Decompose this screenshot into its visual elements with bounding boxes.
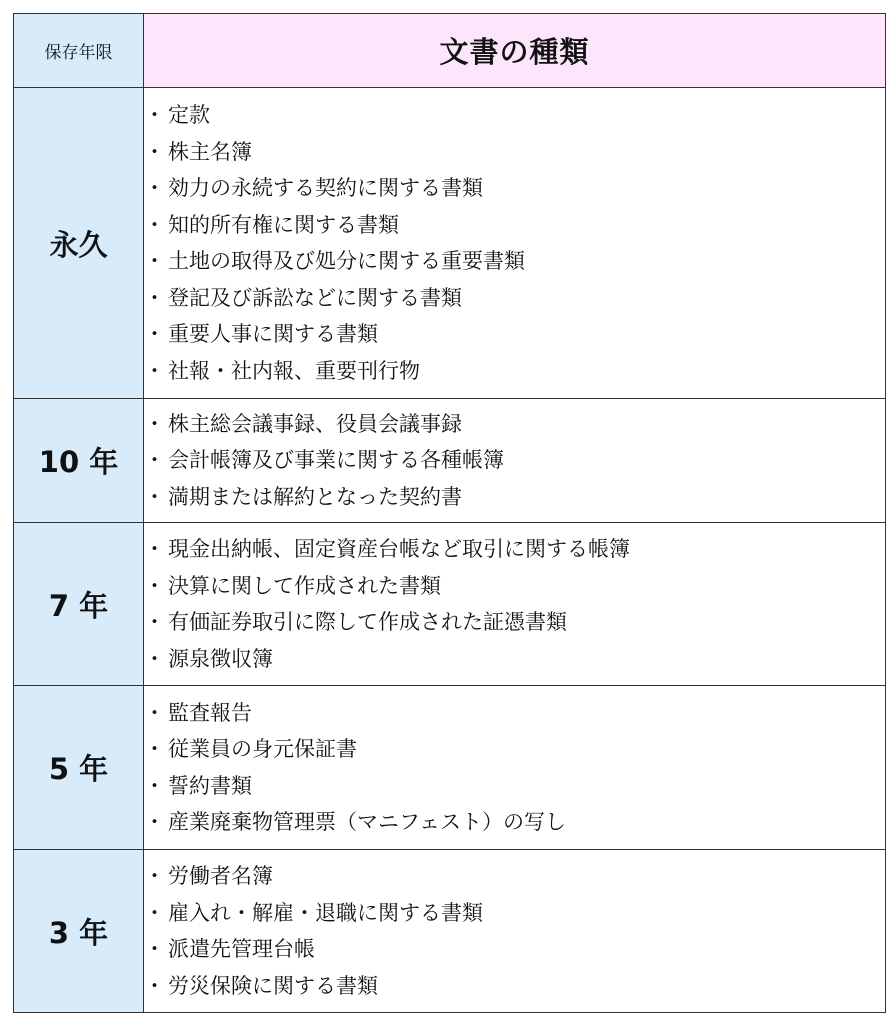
documents-cell — [144, 399, 886, 523]
document-item: ・ 株主名簿 — [144, 134, 885, 171]
documents-cell — [144, 523, 886, 686]
document-item: ・ 有価証券取引に際して作成された証憑書類 — [144, 604, 885, 641]
table-row-5-years — [14, 686, 886, 850]
documents-cell — [144, 88, 886, 399]
document-list — [144, 406, 885, 516]
document-item: ・ 知的所有権に関する書類 — [144, 207, 885, 244]
document-item: ・ 監査報告 — [144, 695, 885, 732]
document-item: ・ 会計帳簿及び事業に関する各種帳簿 — [144, 442, 885, 479]
document-item: ・ 現金出納帳、固定資産台帳など取引に関する帳簿 — [144, 531, 885, 568]
period-cell: 永久 — [14, 88, 144, 399]
document-item: ・ 決算に関して作成された書類 — [144, 568, 885, 605]
period-cell: 5 年 — [14, 686, 144, 850]
table-row-3-years — [14, 850, 886, 1013]
document-item: ・ 重要人事に関する書類 — [144, 316, 885, 353]
document-item: ・ 効力の永続する契約に関する書類 — [144, 170, 885, 207]
documents-cell — [144, 850, 886, 1013]
document-item: ・ 源泉徴収簿 — [144, 641, 885, 678]
period-cell: 3 年 — [14, 850, 144, 1013]
document-item: ・ 従業員の身元保証書 — [144, 731, 885, 768]
document-list — [144, 695, 885, 841]
header-document-types: 文書の種類 — [144, 14, 886, 88]
document-item: ・ 株主総会議事録、役員会議事録 — [144, 406, 885, 443]
document-item: ・ 産業廃棄物管理票（マニフェスト）の写し — [144, 804, 885, 841]
document-item: ・ 満期または解約となった契約書 — [144, 479, 885, 516]
period-cell: 7 年 — [14, 523, 144, 686]
document-item: ・ 土地の取得及び処分に関する重要書類 — [144, 243, 885, 280]
document-list — [144, 858, 885, 1004]
document-item: ・ 労災保険に関する書類 — [144, 968, 885, 1005]
document-item: ・ 登記及び訴訟などに関する書類 — [144, 280, 885, 317]
document-list — [144, 97, 885, 389]
document-list — [144, 531, 885, 677]
header-retention-period: 保存年限 — [14, 14, 144, 88]
document-item: ・ 労働者名簿 — [144, 858, 885, 895]
document-item: ・ 定款 — [144, 97, 885, 134]
document-item: ・ 雇入れ・解雇・退職に関する書類 — [144, 895, 885, 932]
documents-cell — [144, 686, 886, 850]
period-cell: 10 年 — [14, 399, 144, 523]
table-header-row — [14, 14, 886, 88]
table-row-10-years — [14, 399, 886, 523]
document-item: ・ 派遣先管理台帳 — [144, 931, 885, 968]
retention-period-table — [13, 13, 886, 1013]
table-row-7-years — [14, 523, 886, 686]
document-item: ・ 誓約書類 — [144, 768, 885, 805]
table-row-permanent — [14, 88, 886, 399]
document-item: ・ 社報・社内報、重要刊行物 — [144, 353, 885, 390]
